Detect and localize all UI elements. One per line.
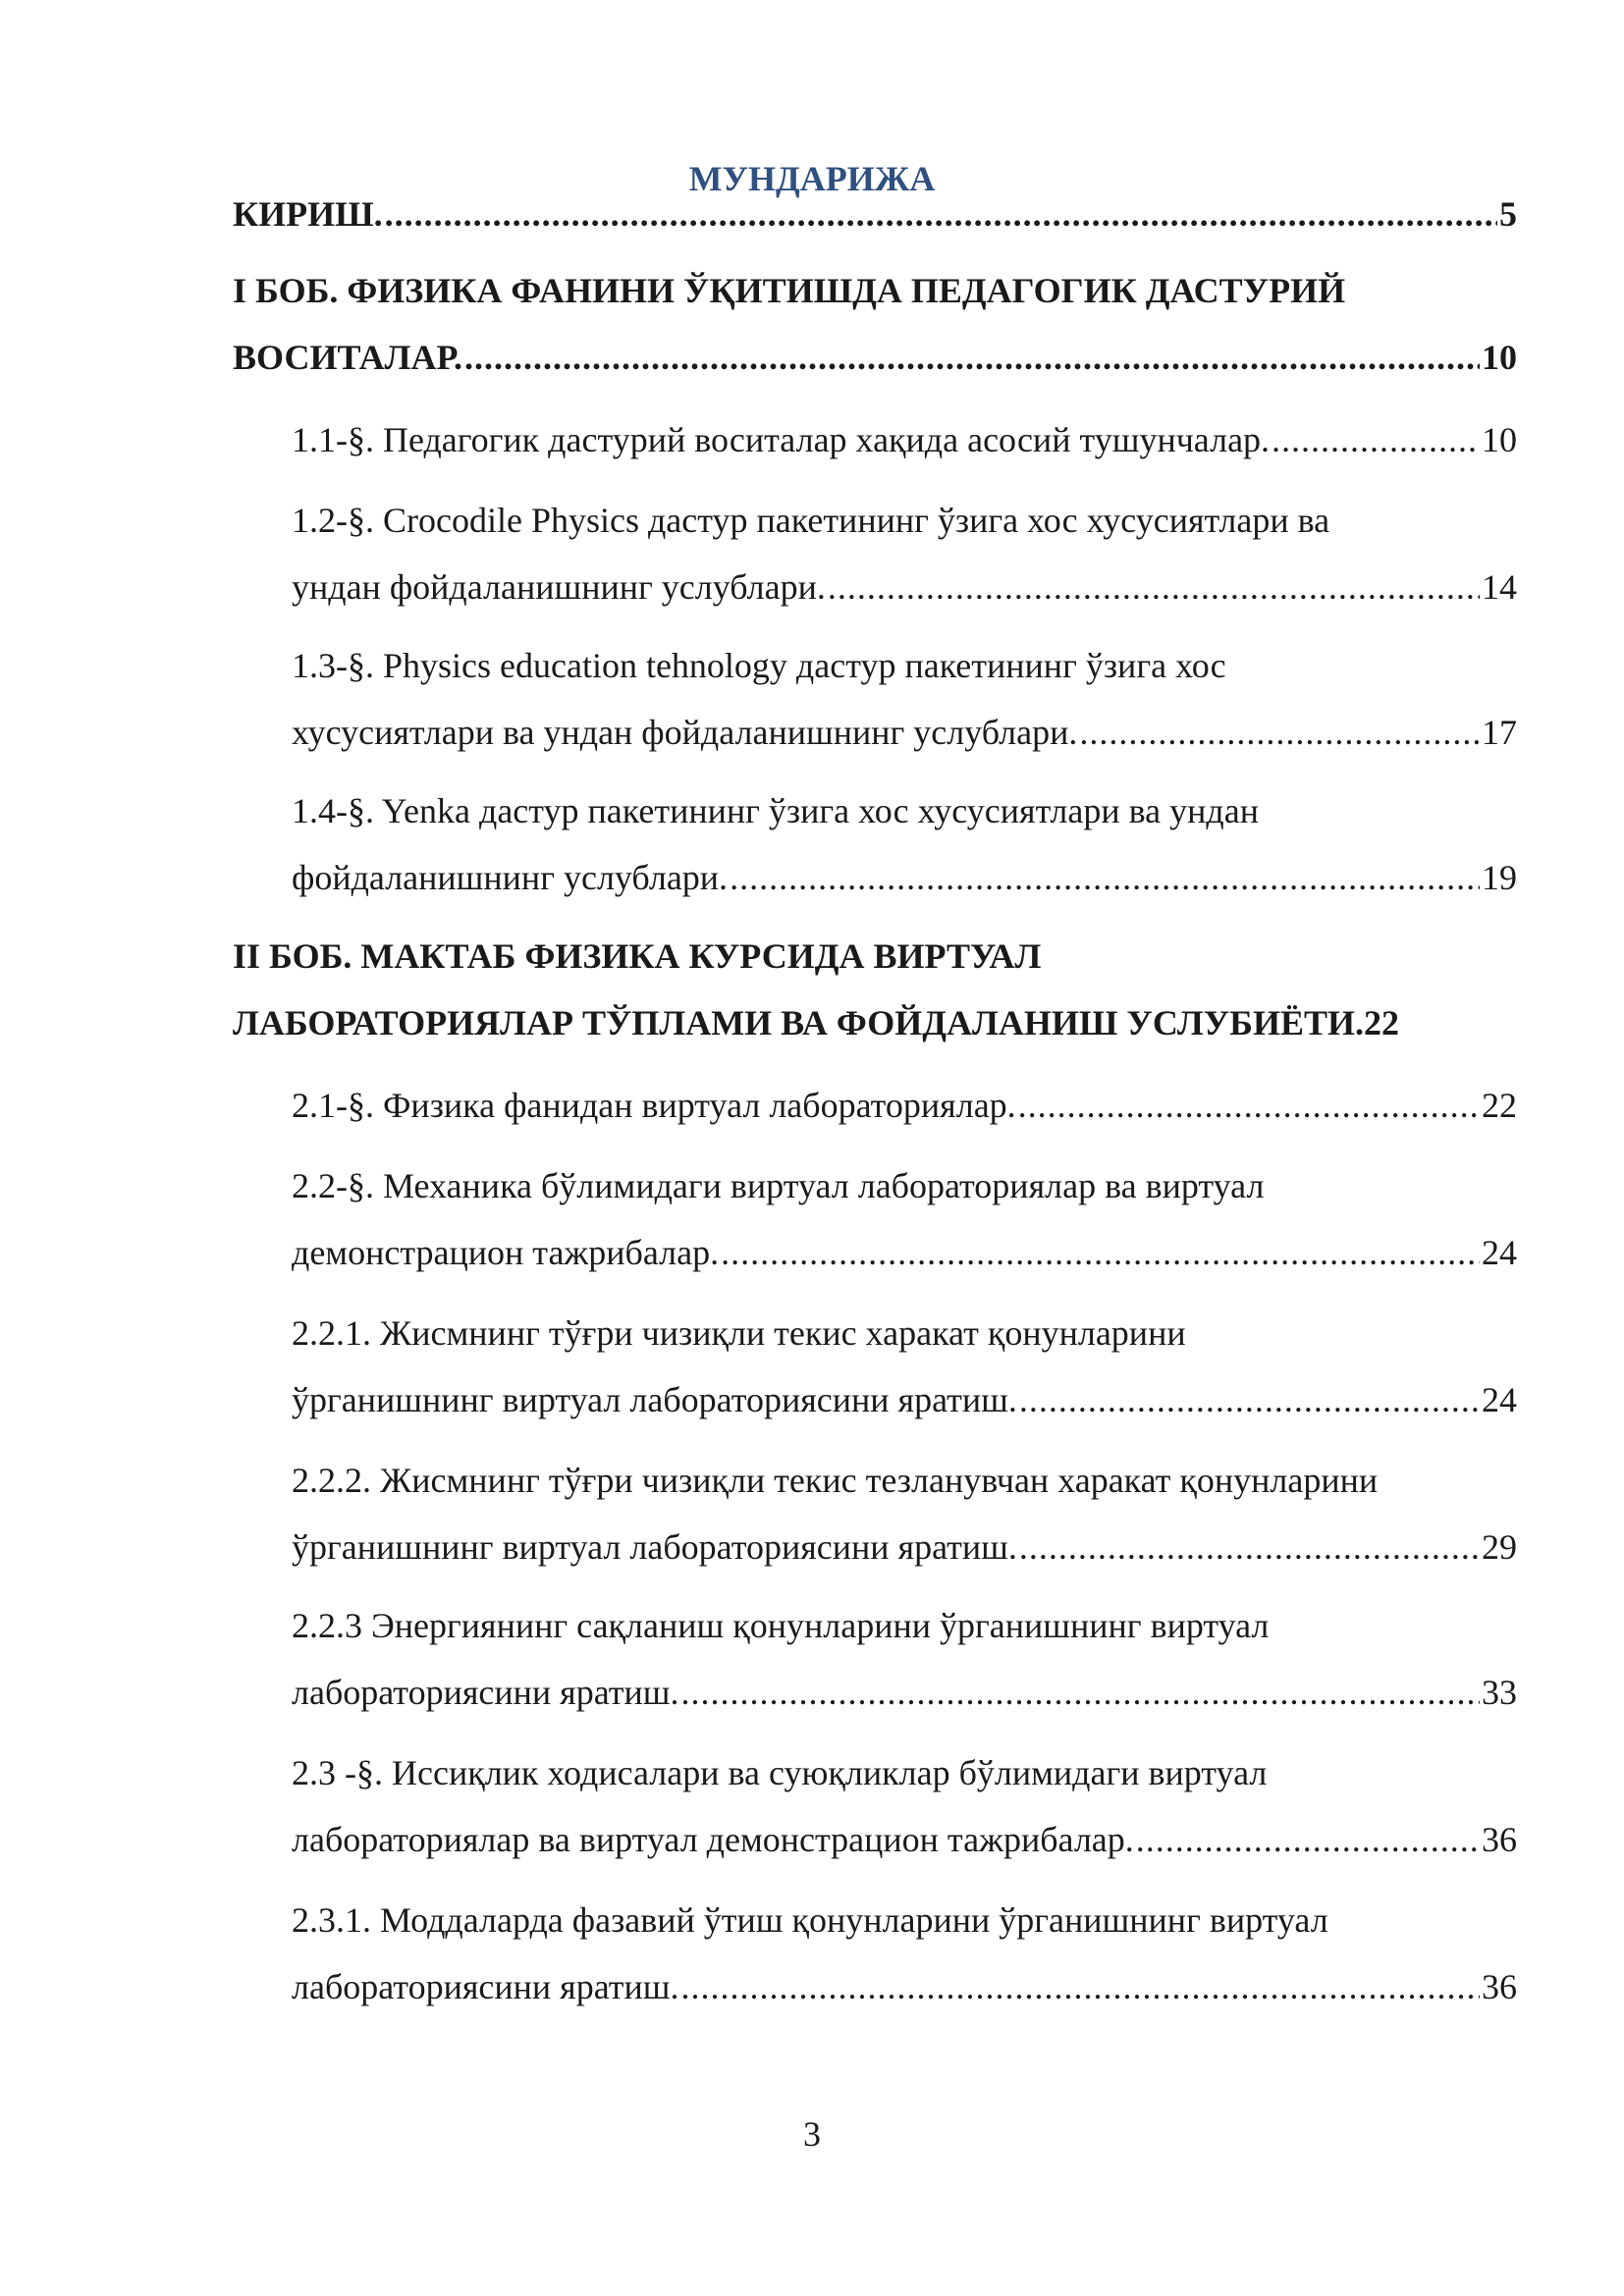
dot-leader <box>1079 699 1480 766</box>
toc-entry-line <box>292 1739 1517 1806</box>
toc-page-number: 22 <box>1364 1003 1399 1042</box>
toc-entry-text: I БОБ. ФИЗИКА ФАНИНИ ЎҚИТИШДА ПЕДАГОГИК ДАСТУРИЙ <box>233 271 1346 310</box>
toc-entry-text: ЛАБОРАТОРИЯЛАР ТЎПЛАМИ ВА ФОЙДАЛАНИШ УСЛУБИЁТИ. <box>233 1003 1364 1042</box>
toc-entry-line <box>292 487 1517 554</box>
toc-page-number: 36 <box>1482 1967 1517 2006</box>
toc-entry-text: демонстрацион тажрибалар. <box>292 1233 720 1272</box>
toc-entry-line <box>292 1300 1517 1366</box>
toc-entry-line <box>233 324 1517 391</box>
toc-entry-text: II БОБ. МАКТАБ ФИЗИКА КУРСИДА ВИРТУАЛ <box>233 936 1042 976</box>
toc-section-entry[interactable] <box>292 1739 1517 1873</box>
toc-section-entry[interactable] <box>292 1447 1517 1580</box>
toc-section-entry[interactable] <box>292 1152 1517 1286</box>
toc-entry-line <box>233 989 1517 1056</box>
toc-entry-line <box>292 406 1517 473</box>
toc-entry-line <box>292 632 1517 699</box>
toc-page-number: 14 <box>1482 567 1517 607</box>
toc-entry-line <box>292 1953 1517 2020</box>
toc-chapter-entry[interactable] <box>233 257 1517 391</box>
toc-chapter-entry[interactable] <box>233 923 1517 1056</box>
toc-section-entry[interactable] <box>292 406 1517 473</box>
toc-entry-text: 2.2-§. Механика бўлимидаги виртуал лабораториялар ва виртуал <box>292 1166 1265 1205</box>
dot-leader <box>1272 406 1480 473</box>
toc-entry-line <box>292 1447 1517 1514</box>
toc-entry-line <box>292 1592 1517 1659</box>
dot-leader <box>828 554 1480 620</box>
toc-entry-line <box>233 923 1517 989</box>
dot-leader <box>1019 1366 1480 1433</box>
toc-entry-line <box>292 1514 1517 1580</box>
dot-leader <box>730 844 1480 911</box>
toc-page-number: 10 <box>1482 338 1517 377</box>
toc-entry-text: ВОСИТАЛАР. <box>233 338 462 377</box>
dot-leader <box>681 1659 1481 1726</box>
toc-page-number: 24 <box>1482 1380 1517 1419</box>
toc-entry-text: 2.2.1. Жисмнинг тўғри чизиқли текис харакат қонунларини <box>292 1313 1186 1353</box>
toc-entry-text: 2.1-§. Физика фанидан виртуал лабораториялар. <box>292 1086 1016 1125</box>
toc-entry-line <box>292 1072 1517 1139</box>
toc-section-entry[interactable] <box>292 487 1517 620</box>
toc-section-entry[interactable] <box>292 777 1517 911</box>
toc-entry-line <box>292 1806 1517 1873</box>
toc-page-number: 17 <box>1482 713 1517 752</box>
toc-entry-line <box>292 699 1517 766</box>
toc-entry-text: 1.1-§. Педагогик дастурий воситалар хақида асосий тушунчалар. <box>292 420 1271 459</box>
toc-entry-text: хусусиятлари ва ундан фойдаланишнинг услублари. <box>292 713 1078 752</box>
toc-entry-line <box>292 1152 1517 1219</box>
toc-entry-text: лабораториялар ва виртуал демонстрацион тажрибалар. <box>292 1820 1134 1859</box>
dot-leader <box>721 1219 1480 1286</box>
toc-entry-line <box>292 1887 1517 1953</box>
toc-entry-text: 1.2-§. Crocodile Physics дастур пакетининг ўзига хос хусусиятлари ва <box>292 501 1330 540</box>
toc-section-entry[interactable] <box>292 1072 1517 1139</box>
toc-entry-text: 2.2.3 Энергиянинг сақланиш қонунларини ўрганишнинг виртуал <box>292 1606 1270 1645</box>
toc-page-number: 33 <box>1482 1673 1517 1712</box>
dot-leader <box>1018 1072 1480 1139</box>
toc-entry-line <box>292 1219 1517 1286</box>
toc-entry-text: 1.4-§. Yenka дастур пакетининг ўзига хос хусусиятлари ва ундан <box>292 791 1259 830</box>
toc-entry-text: фойдаланишнинг услублари. <box>292 858 729 897</box>
toc-entry-text: 2.2.2. Жисмнинг тўғри чизиқли текис тезланувчан харакат қонунларини <box>292 1461 1379 1500</box>
toc-entry-text: 2.3 -§. Иссиқлик ходисалари ва суюқликлар бўлимидаги виртуал <box>292 1753 1268 1792</box>
page-number: 3 <box>803 2114 821 2154</box>
toc-entry-text: ўрганишнинг виртуал лабораториясини яратиш. <box>292 1380 1017 1419</box>
toc-section-entry[interactable] <box>292 1887 1517 2020</box>
dot-leader <box>464 324 1480 391</box>
toc-entry-text: ўрганишнинг виртуал лабораториясини яратиш. <box>292 1527 1017 1567</box>
toc-title: МУНДАРИЖА <box>688 159 936 198</box>
toc-section-entry[interactable] <box>292 1300 1517 1433</box>
toc-page-number: 36 <box>1482 1820 1517 1859</box>
toc-entry-text: лабораториясини яратиш. <box>292 1673 679 1712</box>
toc-entry-line <box>292 554 1517 620</box>
dot-leader <box>1019 1514 1480 1580</box>
dot-leader <box>681 1953 1481 2020</box>
toc-entry-line <box>233 257 1517 324</box>
toc-entry-text: ундан фойдаланишнинг услублари. <box>292 567 826 607</box>
toc-entry-line <box>292 1366 1517 1433</box>
toc-page-number: 10 <box>1482 420 1517 459</box>
dot-leader <box>385 181 1497 247</box>
toc-entry-text: 1.3-§. Physics education tehnology дастур пакетининг ўзига хос <box>292 646 1226 685</box>
toc-page-number: 5 <box>1499 194 1517 234</box>
toc-section-entry[interactable] <box>292 632 1517 766</box>
toc-page-number: 22 <box>1482 1086 1517 1125</box>
dot-leader <box>1136 1806 1480 1873</box>
toc-page-number: 19 <box>1482 858 1517 897</box>
toc-entry-text: 2.3.1. Моддаларда фазавий ўтиш қонунларини ўрганишнинг виртуал <box>292 1900 1328 1940</box>
toc-entry-text: лабораториясини яратиш. <box>292 1967 679 2006</box>
toc-chapter-entry[interactable] <box>233 181 1517 247</box>
toc-page-number: 24 <box>1482 1233 1517 1272</box>
toc-entry-line <box>292 777 1517 844</box>
toc-entry-line <box>233 181 1517 247</box>
toc-entry-line <box>292 844 1517 911</box>
toc-entry-line <box>292 1659 1517 1726</box>
toc-entry-text: КИРИШ. <box>233 194 383 234</box>
toc-page-number: 29 <box>1482 1527 1517 1567</box>
toc-section-entry[interactable] <box>292 1592 1517 1726</box>
